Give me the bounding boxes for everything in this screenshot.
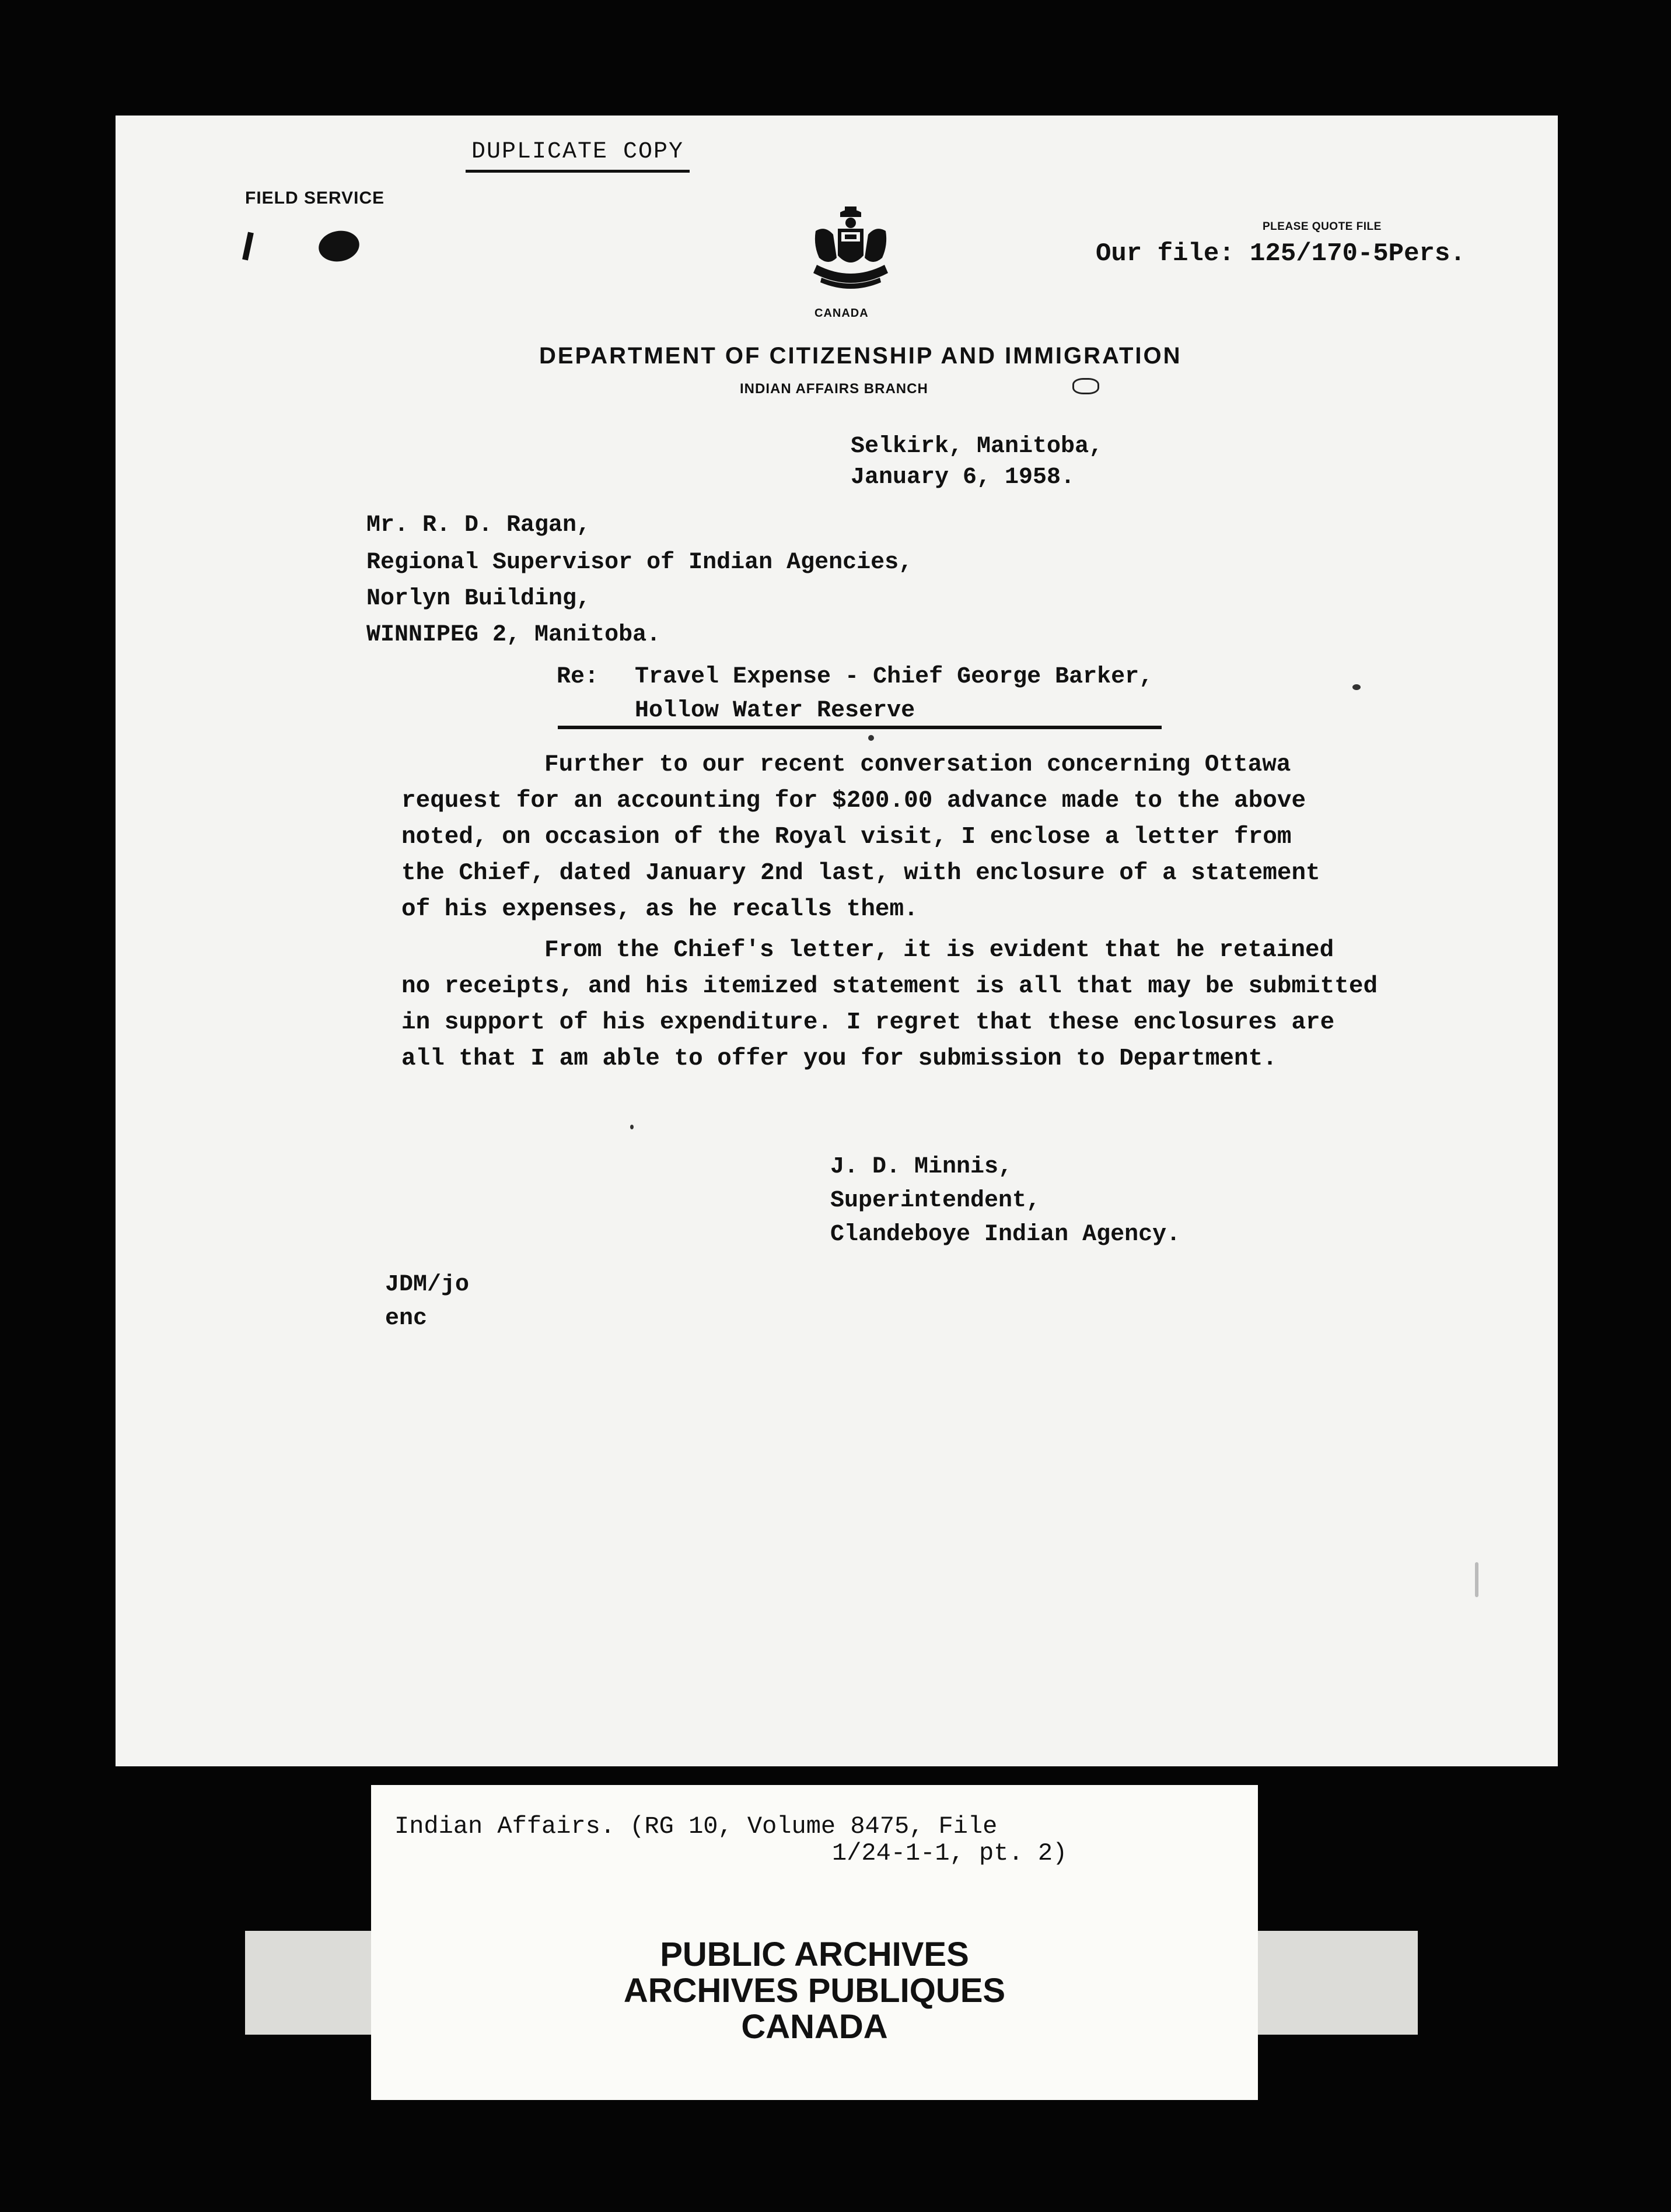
ink-blot — [316, 228, 362, 264]
speck — [630, 1125, 634, 1129]
stamp-line: CANADA — [741, 2008, 888, 2046]
body-line: request for an accounting for $200.00 advance made to the above — [401, 788, 1306, 814]
speck — [868, 735, 874, 741]
body-line: all that I am able to offer you for submission to Department. — [401, 1045, 1277, 1072]
mounting-strip — [1254, 1931, 1418, 2035]
body-line: From the Chief's letter, it is evident that he retained — [544, 937, 1334, 964]
department-name: DEPARTMENT OF CITIZENSHIP AND IMMIGRATION — [539, 343, 1182, 369]
addressee-line: Mr. R. D. Ragan, — [366, 512, 591, 538]
dateline-date: January 6, 1958. — [851, 464, 1075, 491]
subject-label: Re: — [557, 664, 599, 690]
signature-line: Superintendent, — [830, 1188, 1041, 1214]
file-reference: Our file: 125/170-5Pers. — [1096, 239, 1466, 268]
reference-initials: JDM/jo — [385, 1272, 470, 1298]
body-line: in support of his expenditure. I regret that these enclosures are — [401, 1009, 1335, 1036]
addressee-line: WINNIPEG 2, Manitoba. — [366, 622, 661, 648]
mounting-strip — [245, 1931, 379, 2035]
citation-line: 1/24-1-1, pt. 2) — [832, 1839, 1068, 1867]
crest-caption: CANADA — [814, 307, 869, 320]
body-paragraph — [401, 932, 1378, 1077]
signature-line: J. D. Minnis, — [830, 1154, 1013, 1180]
citation-line: Indian Affairs. (RG 10, Volume 8475, File — [394, 1812, 998, 1840]
please-quote-file-label: PLEASE QUOTE FILE — [1263, 220, 1382, 233]
branch-name: INDIAN AFFAIRS BRANCH — [740, 381, 928, 397]
coat-of-arms-icon — [804, 203, 897, 296]
speck — [1352, 684, 1361, 690]
body-line: of his expenses, as he recalls them. — [401, 896, 918, 923]
stamp-line: ARCHIVES PUBLIQUES — [623, 1972, 1006, 2010]
enclosure-note: enc — [385, 1306, 428, 1332]
body-line: noted, on occasion of the Royal visit, I enclose a letter from — [401, 824, 1292, 850]
ink-mark — [1072, 378, 1099, 394]
archives-stamp — [371, 1937, 1258, 2045]
archive-citation — [394, 1813, 1067, 1867]
ink-mark — [242, 232, 254, 260]
letter-page — [116, 116, 1558, 1766]
subject-line: Travel Expense - Chief George Barker, — [635, 664, 1153, 690]
signature-line: Clandeboye Indian Agency. — [830, 1222, 1181, 1248]
field-service-label: FIELD SERVICE — [245, 188, 385, 208]
stamp-line: PUBLIC ARCHIVES — [660, 1936, 969, 1973]
speck — [1475, 1562, 1478, 1597]
dateline-place: Selkirk, Manitoba, — [851, 433, 1103, 460]
body-line: no receipts, and his itemized statement is all that may be submitted — [401, 973, 1378, 1000]
duplicate-copy-heading: DUPLICATE COPY — [466, 139, 690, 173]
archive-label-card — [371, 1785, 1258, 2100]
body-paragraph — [401, 747, 1320, 928]
addressee-line: Norlyn Building, — [366, 586, 591, 612]
addressee-line: Regional Supervisor of Indian Agencies, — [366, 550, 913, 576]
body-line: Further to our recent conversation concerning Ottawa — [544, 751, 1291, 778]
body-line: the Chief, dated January 2nd last, with enclosure of a statement — [401, 860, 1320, 887]
subject-underline — [558, 726, 1162, 729]
subject-line: Hollow Water Reserve — [635, 698, 915, 724]
